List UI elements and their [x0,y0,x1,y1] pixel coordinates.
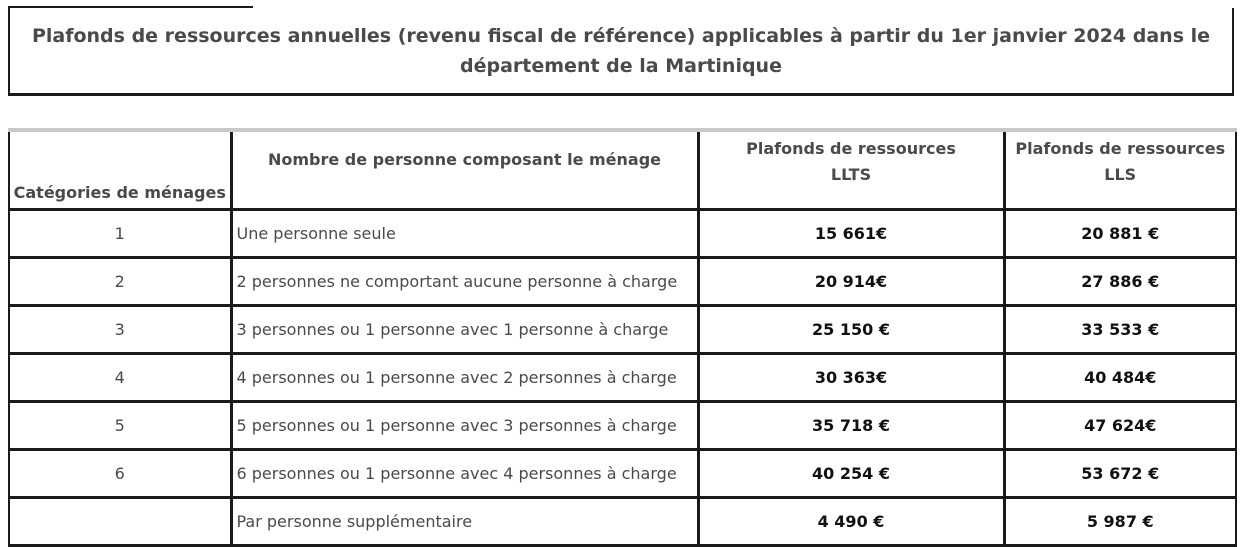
cell-categorie: 6 [9,450,231,498]
cell-categorie [9,498,231,546]
cell-llts: 35 718 € [698,402,1004,450]
cell-lls: 5 987 € [1004,498,1236,546]
table-row [9,402,1236,450]
cell-categorie: 5 [9,402,231,450]
cell-lls: 20 881 € [1004,210,1236,258]
cell-categorie: 4 [9,354,231,402]
cell-llts: 30 363€ [698,354,1004,402]
table-header-row [9,130,1236,210]
table-row [9,354,1236,402]
table-row [9,258,1236,306]
cell-llts: 25 150 € [698,306,1004,354]
header-nombre: Nombre de personne composant le ménage [231,130,698,210]
cell-categorie: 1 [9,210,231,258]
page-title: Plafonds de ressources annuelles (revenu fiscal de référence) applicables à partir du 1er janvier 2024 dans le département de la Martinique [31,24,1211,77]
table-row [9,450,1236,498]
header-llts: Plafonds de ressources LLTS [698,130,1004,210]
income-ceilings-table [8,128,1237,547]
cell-lls: 53 672 € [1004,450,1236,498]
cell-categorie: 3 [9,306,231,354]
header-categorie: Catégories de ménages [9,130,231,210]
table-row [9,498,1236,546]
cell-composition: Par personne supplémentaire [231,498,698,546]
table-row [9,210,1236,258]
cell-categorie: 2 [9,258,231,306]
cell-lls: 47 624€ [1004,402,1236,450]
cell-lls: 33 533 € [1004,306,1236,354]
cell-llts: 15 661€ [698,210,1004,258]
cell-composition: Une personne seule [231,210,698,258]
cell-composition: 3 personnes ou 1 personne avec 1 personne à charge [231,306,698,354]
cell-composition: 5 personnes ou 1 personne avec 3 personnes à charge [231,402,698,450]
cell-lls: 40 484€ [1004,354,1236,402]
cell-llts: 4 490 € [698,498,1004,546]
cell-composition: 4 personnes ou 1 personne avec 2 personnes à charge [231,354,698,402]
cell-llts: 40 254 € [698,450,1004,498]
cell-composition: 2 personnes ne comportant aucune personne à charge [231,258,698,306]
cell-composition: 6 personnes ou 1 personne avec 4 personnes à charge [231,450,698,498]
cell-llts: 20 914€ [698,258,1004,306]
table-row [9,306,1236,354]
header-lls: Plafonds de ressources LLS [1004,130,1236,210]
title-box [8,8,1234,96]
cell-lls: 27 886 € [1004,258,1236,306]
